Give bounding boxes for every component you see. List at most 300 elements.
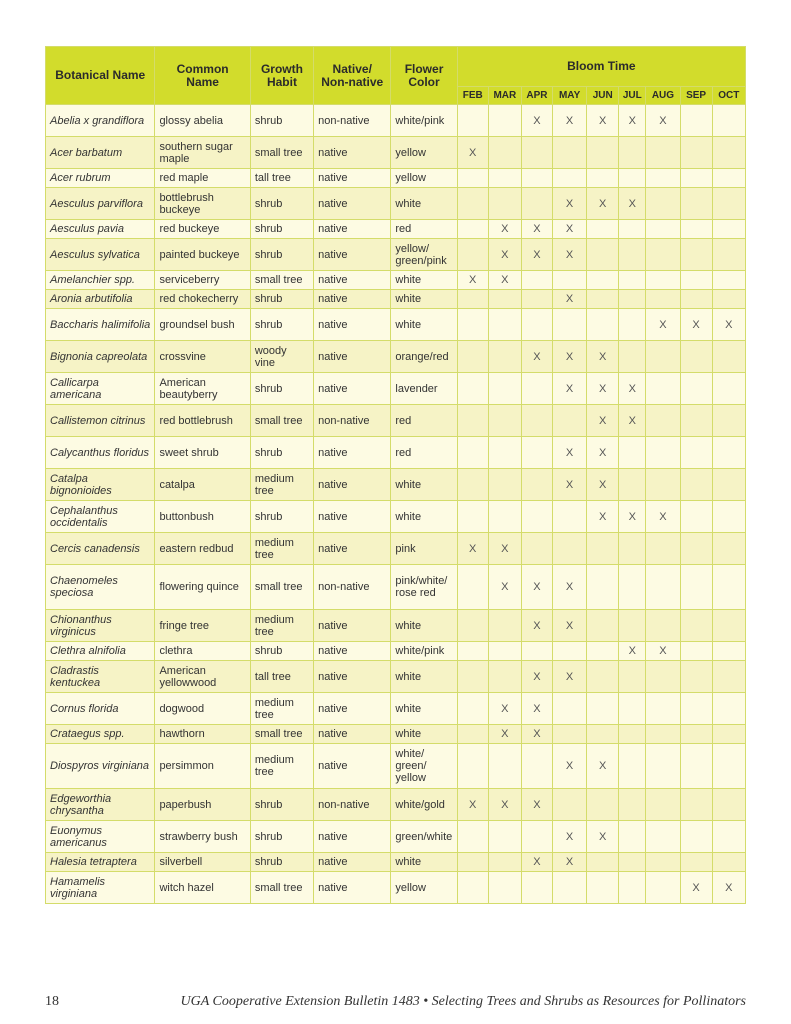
- bloom-cell: [488, 661, 521, 693]
- bloom-cell: X: [646, 309, 680, 341]
- botanical-name-cell: Aronia arbutifolia: [46, 290, 155, 309]
- table-row: [46, 309, 746, 341]
- bloom-cell: [457, 309, 488, 341]
- bloom-cell: X: [553, 469, 587, 501]
- native-cell: native: [314, 137, 391, 169]
- bloom-cell: X: [488, 725, 521, 744]
- flower-color-cell: lavender: [391, 373, 457, 405]
- table-row: [46, 437, 746, 469]
- growth-habit-cell: small tree: [250, 565, 313, 610]
- bloom-cell: [619, 309, 646, 341]
- botanical-name-cell: Edgeworthia chrysantha: [46, 789, 155, 821]
- month-header: AUG: [646, 87, 680, 105]
- table-row: [46, 188, 746, 220]
- bloom-cell: [619, 137, 646, 169]
- bloom-cell: X: [488, 271, 521, 290]
- bloom-cell: [619, 437, 646, 469]
- bloom-cell: [680, 341, 712, 373]
- flower-color-cell: white: [391, 309, 457, 341]
- bloom-cell: [521, 533, 552, 565]
- bloom-cell: [521, 405, 552, 437]
- bloom-cell: [712, 744, 745, 789]
- bloom-cell: [587, 220, 619, 239]
- botanical-name-cell: Baccharis halimifolia: [46, 309, 155, 341]
- bloom-cell: [521, 271, 552, 290]
- bloom-cell: [457, 821, 488, 853]
- bloom-cell: [553, 271, 587, 290]
- bloom-cell: [646, 853, 680, 872]
- flower-color-cell: white: [391, 661, 457, 693]
- bloom-cell: [680, 105, 712, 137]
- native-cell: native: [314, 373, 391, 405]
- bloom-cell: X: [488, 789, 521, 821]
- month-header: OCT: [712, 87, 745, 105]
- bloom-cell: [521, 169, 552, 188]
- bloom-cell: [521, 188, 552, 220]
- table-row: [46, 220, 746, 239]
- bloom-cell: X: [521, 853, 552, 872]
- growth-habit-cell: shrub: [250, 642, 313, 661]
- growth-habit-cell: shrub: [250, 105, 313, 137]
- bloom-cell: [646, 661, 680, 693]
- bloom-cell: X: [619, 405, 646, 437]
- bloom-cell: [680, 565, 712, 610]
- bloom-cell: [680, 661, 712, 693]
- native-cell: native: [314, 437, 391, 469]
- native-cell: native: [314, 693, 391, 725]
- botanical-name-cell: Euonymus americanus: [46, 821, 155, 853]
- botanical-name-cell: Cephalanthus occidentalis: [46, 501, 155, 533]
- bloom-cell: [488, 105, 521, 137]
- bloom-cell: [457, 188, 488, 220]
- flower-color-cell: white/pink: [391, 105, 457, 137]
- bloom-cell: [521, 290, 552, 309]
- bloom-cell: [680, 137, 712, 169]
- bloom-cell: [619, 821, 646, 853]
- bloom-cell: [712, 405, 745, 437]
- bloom-cell: [646, 290, 680, 309]
- growth-habit-cell: tall tree: [250, 169, 313, 188]
- flower-color-cell: white: [391, 610, 457, 642]
- bloom-cell: [680, 642, 712, 661]
- bloom-cell: X: [646, 642, 680, 661]
- common-name-cell: paperbush: [155, 789, 250, 821]
- bloom-cell: X: [521, 565, 552, 610]
- table-row: [46, 642, 746, 661]
- bloom-cell: [680, 693, 712, 725]
- bloom-cell: [553, 309, 587, 341]
- table-row: [46, 725, 746, 744]
- flower-color-cell: white: [391, 693, 457, 725]
- header-botanical-name: Botanical Name: [46, 47, 155, 105]
- bloom-cell: [619, 661, 646, 693]
- bloom-cell: [712, 725, 745, 744]
- bloom-cell: [680, 373, 712, 405]
- bloom-cell: [712, 821, 745, 853]
- bloom-cell: [553, 137, 587, 169]
- bloom-cell: [587, 239, 619, 271]
- header-flower-color: Flower Color: [391, 47, 457, 105]
- botanical-name-cell: Acer barbatum: [46, 137, 155, 169]
- bloom-cell: [712, 501, 745, 533]
- growth-habit-cell: shrub: [250, 501, 313, 533]
- bloom-cell: X: [553, 373, 587, 405]
- botanical-name-cell: Calycanthus floridus: [46, 437, 155, 469]
- table-row: [46, 271, 746, 290]
- bloom-cell: [587, 271, 619, 290]
- common-name-cell: flowering quince: [155, 565, 250, 610]
- flower-color-cell: red: [391, 220, 457, 239]
- flower-color-cell: white: [391, 501, 457, 533]
- bloom-cell: [457, 744, 488, 789]
- bloom-cell: [646, 405, 680, 437]
- common-name-cell: red bottlebrush: [155, 405, 250, 437]
- bloom-cell: X: [619, 501, 646, 533]
- bloom-cell: [553, 642, 587, 661]
- bloom-cell: X: [521, 789, 552, 821]
- bloom-cell: [488, 642, 521, 661]
- month-header: JUL: [619, 87, 646, 105]
- bloom-cell: [712, 533, 745, 565]
- bloom-cell: [553, 169, 587, 188]
- bloom-cell: [457, 610, 488, 642]
- bloom-cell: X: [488, 220, 521, 239]
- footer-title: UGA Cooperative Extension Bulletin 1483 • Selecting Trees and Shrubs as Resources for Pollinators: [180, 994, 746, 1009]
- header-native: Native/ Non-native: [314, 47, 391, 105]
- bloom-cell: [553, 405, 587, 437]
- page-number: 18: [45, 994, 59, 1009]
- bloom-cell: X: [587, 821, 619, 853]
- bloom-cell: [712, 642, 745, 661]
- bloom-cell: [646, 789, 680, 821]
- native-cell: native: [314, 533, 391, 565]
- bloom-cell: [521, 642, 552, 661]
- native-cell: native: [314, 188, 391, 220]
- bloom-cell: X: [619, 188, 646, 220]
- bloom-cell: [712, 239, 745, 271]
- bloom-cell: [488, 137, 521, 169]
- common-name-cell: catalpa: [155, 469, 250, 501]
- table-row: [46, 533, 746, 565]
- growth-habit-cell: shrub: [250, 239, 313, 271]
- botanical-name-cell: Cladrastis kentuckea: [46, 661, 155, 693]
- table-row: [46, 565, 746, 610]
- bloom-cell: [488, 744, 521, 789]
- bloom-cell: X: [553, 341, 587, 373]
- bloom-cell: [488, 405, 521, 437]
- bloom-cell: [619, 239, 646, 271]
- flower-color-cell: yellow: [391, 169, 457, 188]
- bloom-cell: [712, 469, 745, 501]
- bloom-cell: X: [712, 309, 745, 341]
- flower-color-cell: yellow/ green/pink: [391, 239, 457, 271]
- bloom-cell: [619, 565, 646, 610]
- botanical-name-cell: Cornus florida: [46, 693, 155, 725]
- bloom-cell: [712, 693, 745, 725]
- bloom-cell: [488, 341, 521, 373]
- common-name-cell: red chokecherry: [155, 290, 250, 309]
- bloom-cell: X: [587, 341, 619, 373]
- bloom-cell: [646, 169, 680, 188]
- bloom-cell: [680, 853, 712, 872]
- bloom-cell: [521, 309, 552, 341]
- bloom-cell: X: [521, 341, 552, 373]
- native-cell: non-native: [314, 105, 391, 137]
- common-name-cell: strawberry bush: [155, 821, 250, 853]
- bloom-cell: [488, 501, 521, 533]
- bloom-cell: [646, 271, 680, 290]
- bloom-cell: [457, 725, 488, 744]
- flower-color-cell: red: [391, 437, 457, 469]
- flower-color-cell: red: [391, 405, 457, 437]
- bloom-cell: X: [587, 469, 619, 501]
- bloom-cell: [680, 405, 712, 437]
- bloom-cell: [587, 872, 619, 904]
- bloom-cell: [646, 744, 680, 789]
- bloom-cell: X: [587, 188, 619, 220]
- bloom-cell: X: [553, 744, 587, 789]
- bloom-cell: [457, 290, 488, 309]
- bloom-cell: X: [553, 239, 587, 271]
- bloom-cell: X: [457, 271, 488, 290]
- native-cell: native: [314, 220, 391, 239]
- bloom-cell: [457, 437, 488, 469]
- bloom-cell: [619, 725, 646, 744]
- bloom-cell: [457, 405, 488, 437]
- growth-habit-cell: medium tree: [250, 469, 313, 501]
- common-name-cell: dogwood: [155, 693, 250, 725]
- bloom-cell: [587, 137, 619, 169]
- common-name-cell: red maple: [155, 169, 250, 188]
- bloom-cell: [680, 744, 712, 789]
- bloom-cell: [457, 105, 488, 137]
- bloom-cell: [712, 188, 745, 220]
- bloom-cell: [553, 501, 587, 533]
- native-cell: native: [314, 271, 391, 290]
- bloom-cell: [680, 188, 712, 220]
- bloom-cell: X: [553, 437, 587, 469]
- table-row: [46, 105, 746, 137]
- table-row: [46, 405, 746, 437]
- native-cell: native: [314, 469, 391, 501]
- bloom-cell: [521, 137, 552, 169]
- bloom-cell: [488, 309, 521, 341]
- bloom-cell: X: [646, 105, 680, 137]
- bloom-cell: [680, 469, 712, 501]
- botanical-name-cell: Hamamelis virginiana: [46, 872, 155, 904]
- bloom-cell: [457, 239, 488, 271]
- table-row: [46, 853, 746, 872]
- flower-color-cell: white: [391, 271, 457, 290]
- bloom-cell: [488, 610, 521, 642]
- bloom-cell: [619, 220, 646, 239]
- native-cell: native: [314, 239, 391, 271]
- bloom-cell: X: [646, 501, 680, 533]
- growth-habit-cell: small tree: [250, 137, 313, 169]
- native-cell: native: [314, 853, 391, 872]
- bloom-cell: [712, 853, 745, 872]
- bloom-cell: X: [457, 533, 488, 565]
- bloom-cell: [488, 373, 521, 405]
- bloom-cell: X: [553, 821, 587, 853]
- month-header: APR: [521, 87, 552, 105]
- bloom-cell: [488, 821, 521, 853]
- common-name-cell: witch hazel: [155, 872, 250, 904]
- bloom-cell: [712, 220, 745, 239]
- native-cell: non-native: [314, 565, 391, 610]
- bloom-cell: [457, 661, 488, 693]
- bloom-cell: [488, 290, 521, 309]
- table-row: [46, 290, 746, 309]
- table-row: [46, 744, 746, 789]
- bloom-cell: [553, 789, 587, 821]
- month-header: MAY: [553, 87, 587, 105]
- table-row: [46, 610, 746, 642]
- native-cell: native: [314, 642, 391, 661]
- bloom-cell: [587, 789, 619, 821]
- table-row: [46, 469, 746, 501]
- bloom-cell: [619, 744, 646, 789]
- bloom-cell: X: [553, 661, 587, 693]
- bloom-cell: X: [587, 744, 619, 789]
- bloom-cell: [457, 469, 488, 501]
- botanical-name-cell: Aesculus parviflora: [46, 188, 155, 220]
- growth-habit-cell: shrub: [250, 821, 313, 853]
- common-name-cell: American beautyberry: [155, 373, 250, 405]
- bloom-cell: [587, 642, 619, 661]
- bloom-cell: [680, 610, 712, 642]
- bloom-cell: [619, 271, 646, 290]
- bloom-cell: [680, 821, 712, 853]
- bloom-cell: [712, 271, 745, 290]
- bloom-cell: [712, 437, 745, 469]
- native-cell: native: [314, 872, 391, 904]
- botanical-name-cell: Catalpa bignonioides: [46, 469, 155, 501]
- bloom-cell: [488, 169, 521, 188]
- native-cell: native: [314, 169, 391, 188]
- bloom-cell: [521, 437, 552, 469]
- bloom-cell: [457, 169, 488, 188]
- bloom-cell: [646, 341, 680, 373]
- bloom-cell: X: [521, 725, 552, 744]
- flower-color-cell: yellow: [391, 137, 457, 169]
- growth-habit-cell: shrub: [250, 188, 313, 220]
- bloom-cell: [587, 661, 619, 693]
- flower-color-cell: white: [391, 725, 457, 744]
- flower-color-cell: pink/white/ rose red: [391, 565, 457, 610]
- bloom-cell: [680, 169, 712, 188]
- bloom-cell: [712, 565, 745, 610]
- bloom-cell: X: [521, 661, 552, 693]
- bloom-cell: [619, 169, 646, 188]
- bloom-cell: [619, 789, 646, 821]
- growth-habit-cell: shrub: [250, 789, 313, 821]
- bloom-cell: X: [680, 872, 712, 904]
- bloom-cell: [646, 693, 680, 725]
- bloom-cell: [680, 789, 712, 821]
- bloom-cell: X: [553, 105, 587, 137]
- flower-color-cell: orange/red: [391, 341, 457, 373]
- bloom-cell: [646, 239, 680, 271]
- bloom-cell: [646, 821, 680, 853]
- month-header: SEP: [680, 87, 712, 105]
- native-cell: native: [314, 610, 391, 642]
- bloom-cell: X: [553, 610, 587, 642]
- common-name-cell: hawthorn: [155, 725, 250, 744]
- bloom-cell: X: [457, 137, 488, 169]
- botanical-name-cell: Acer rubrum: [46, 169, 155, 188]
- bloom-cell: [488, 437, 521, 469]
- bloom-cell: [457, 341, 488, 373]
- bloom-time-table: [45, 46, 746, 904]
- bloom-cell: X: [680, 309, 712, 341]
- bloom-cell: X: [619, 373, 646, 405]
- flower-color-cell: pink: [391, 533, 457, 565]
- growth-habit-cell: tall tree: [250, 661, 313, 693]
- growth-habit-cell: small tree: [250, 725, 313, 744]
- bloom-cell: [646, 565, 680, 610]
- bloom-cell: [488, 188, 521, 220]
- bloom-cell: X: [521, 239, 552, 271]
- table-body: [46, 105, 746, 904]
- common-name-cell: bottlebrush buckeye: [155, 188, 250, 220]
- bloom-cell: [712, 789, 745, 821]
- growth-habit-cell: medium tree: [250, 533, 313, 565]
- bloom-cell: [680, 437, 712, 469]
- common-name-cell: painted buckeye: [155, 239, 250, 271]
- bloom-cell: [712, 341, 745, 373]
- growth-habit-cell: medium tree: [250, 744, 313, 789]
- bloom-cell: [646, 437, 680, 469]
- bloom-cell: X: [553, 290, 587, 309]
- bloom-cell: [646, 872, 680, 904]
- growth-habit-cell: small tree: [250, 872, 313, 904]
- common-name-cell: serviceberry: [155, 271, 250, 290]
- flower-color-cell: white/ green/ yellow: [391, 744, 457, 789]
- bloom-cell: [712, 290, 745, 309]
- botanical-name-cell: Abelia x grandiflora: [46, 105, 155, 137]
- native-cell: native: [314, 744, 391, 789]
- botanical-name-cell: Cercis canadensis: [46, 533, 155, 565]
- common-name-cell: glossy abelia: [155, 105, 250, 137]
- bloom-cell: [680, 290, 712, 309]
- flower-color-cell: white/gold: [391, 789, 457, 821]
- bloom-cell: X: [587, 373, 619, 405]
- bloom-cell: [488, 872, 521, 904]
- common-name-cell: American yellowwood: [155, 661, 250, 693]
- flower-color-cell: white: [391, 469, 457, 501]
- bloom-cell: [680, 725, 712, 744]
- bloom-cell: [619, 290, 646, 309]
- table-row: [46, 872, 746, 904]
- bloom-cell: X: [587, 405, 619, 437]
- bloom-cell: [521, 469, 552, 501]
- header-growth-habit: Growth Habit: [250, 47, 313, 105]
- botanical-name-cell: Halesia tetraptera: [46, 853, 155, 872]
- bloom-cell: X: [587, 501, 619, 533]
- table-row: [46, 373, 746, 405]
- bloom-cell: [457, 565, 488, 610]
- bloom-cell: X: [553, 853, 587, 872]
- bloom-cell: [646, 725, 680, 744]
- botanical-name-cell: Chaenomeles speciosa: [46, 565, 155, 610]
- bloom-cell: [619, 872, 646, 904]
- flower-color-cell: yellow: [391, 872, 457, 904]
- bloom-cell: [680, 239, 712, 271]
- flower-color-cell: white: [391, 853, 457, 872]
- bloom-cell: X: [553, 220, 587, 239]
- bloom-cell: [619, 853, 646, 872]
